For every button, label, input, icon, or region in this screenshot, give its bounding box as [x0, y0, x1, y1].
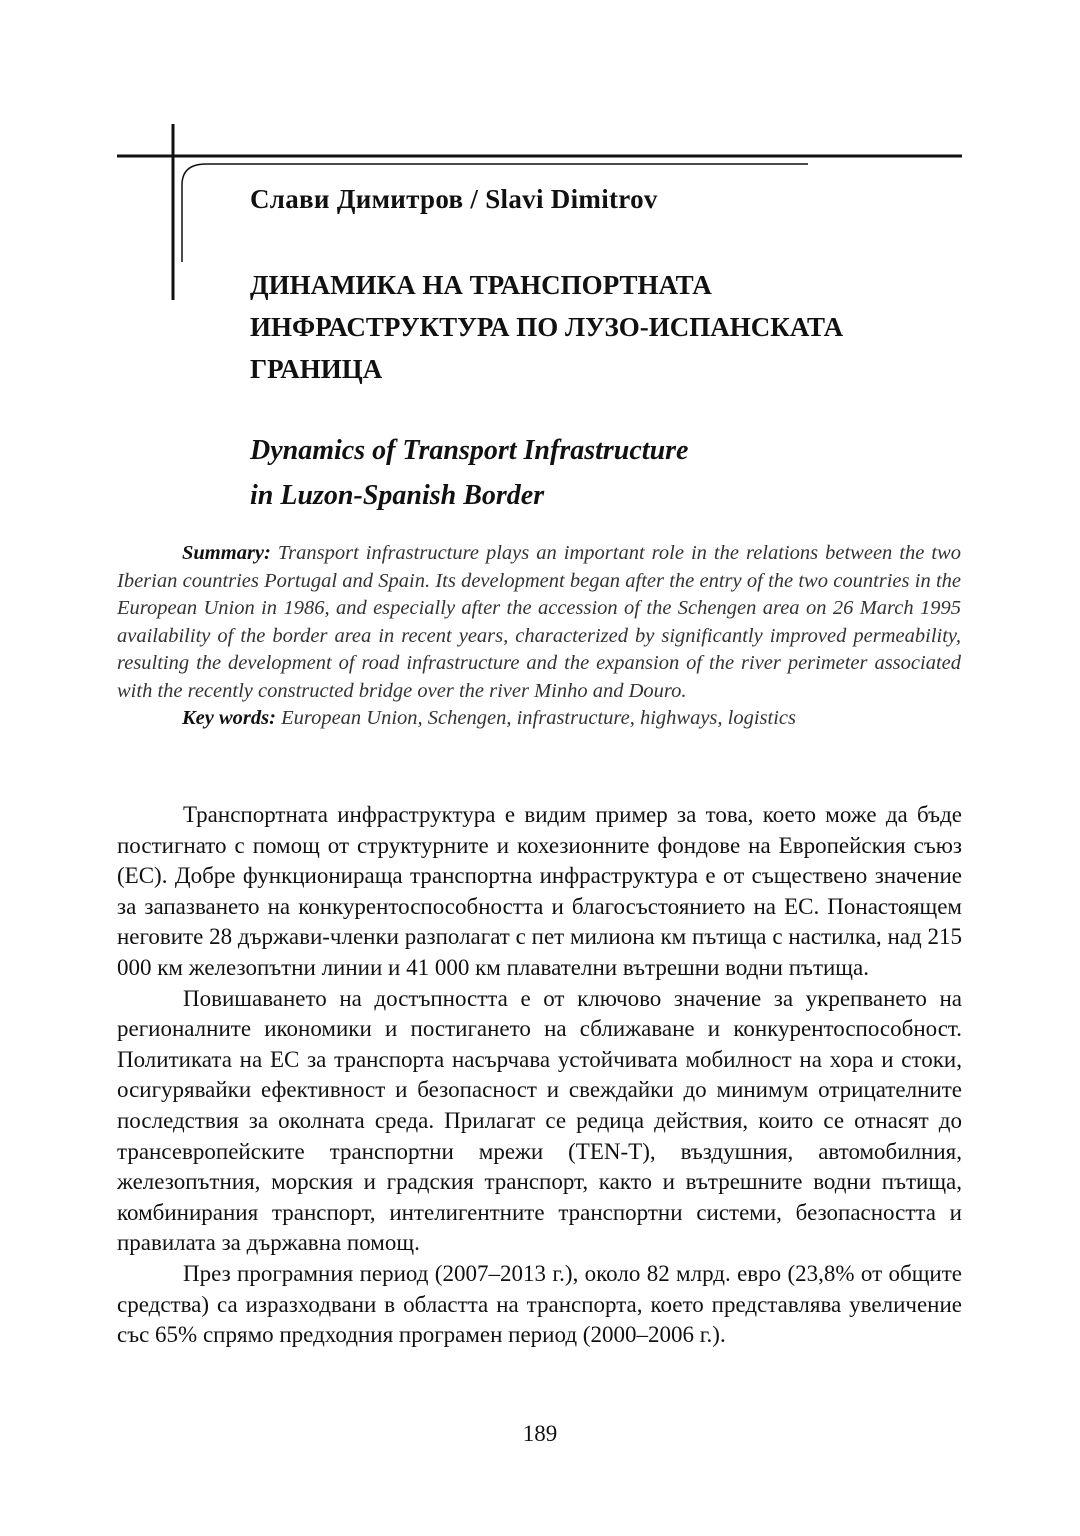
keywords-text: European Union, Schengen, infrastructure, highways, logistics: [281, 707, 797, 729]
title-bg-line-2: ИНФРАСТРУКТУРА ПО ЛУЗО-ИСПАНСКАТА: [250, 312, 844, 342]
summary-text: Transport infrastructure plays an important role in the relations between the two Iberian countries Portugal and Spain. Its development began after the entry of the two countries in the European Union in 1986, and especially after the accession of the Schengen area on 26 March 1995 availability of the border area in recent years, characterized by significantly improved permeability, resulting the development of road infrastructure and the expansion of the river perimeter associated with the recently constructed bridge over the river Minho and Douro.: [117, 542, 962, 702]
page-number: 189: [522, 1421, 558, 1446]
body-paragraph-1: Транспортната инфраструктура е видим пример за това, което може да бъде постигнато с помощ от структурните и кохезионните фондове на Европейския съюз (ЕС). Добре функционираща транспортна инфраструктура е от съществено значение за запазването на конкурентоспособността и благосъстоянието на ЕС. Понастоящем неговите 28 държави-членки разполагат с пет милиона км пътища с настилка, над 215 000 км железопътни линии и 41 000 км плавателни вътрешни водни пътища.: [117, 802, 962, 980]
title-english: [250, 428, 1010, 518]
title-en-line-1: Dynamics of Transport Infrastructure: [250, 435, 689, 466]
keywords: [117, 705, 961, 733]
title-en-line-2: in Luzon-Spanish Border: [250, 480, 545, 511]
summary: [117, 540, 961, 705]
body-paragraph-3: През програмния период (2007–2013 г.), около 82 млрд. евро (23,8% от общите средства) са изразходвани в областта на транспорта, което представлява увеличение със 65% спрямо предходния програмен период (2000–2006 г.).: [117, 1260, 962, 1348]
author-name: Слави Димитров / Slavi Dimitrov: [250, 184, 658, 214]
title-bg-line-1: ДИНАМИКА НА ТРАНСПОРТНАТА: [250, 270, 712, 300]
body-text: [117, 800, 962, 1351]
title-bg-line-3: ГРАНИЦА: [250, 354, 383, 384]
body-paragraph-2: Повишаването на достъпността е от ключово значение за укрепването на регионалните икономики и постигането на сближаване и конкурентоспособност. Политиката на ЕС за транспорта насърчава устойчивата мобилност на хора и стоки, осигурявайки ефективност и безопасност и свеждайки до минимум отрицателните последствия за околната среда. Прилагат се редица действия, които се отнасят до трансевропейските транспортни мрежи (TEN-T), въздушния, автомобилния, железопътния, морския и градския транспорт, както и вътрешните водни пътища, комбинирания транспорт, интелигентните транспортни системи, безопасността и правилата за държавна помощ.: [117, 985, 962, 1256]
abstract: [117, 540, 961, 733]
keywords-label: Key words:: [182, 707, 276, 729]
summary-label: Summary:: [182, 542, 271, 564]
title-bulgarian: [250, 264, 1010, 390]
